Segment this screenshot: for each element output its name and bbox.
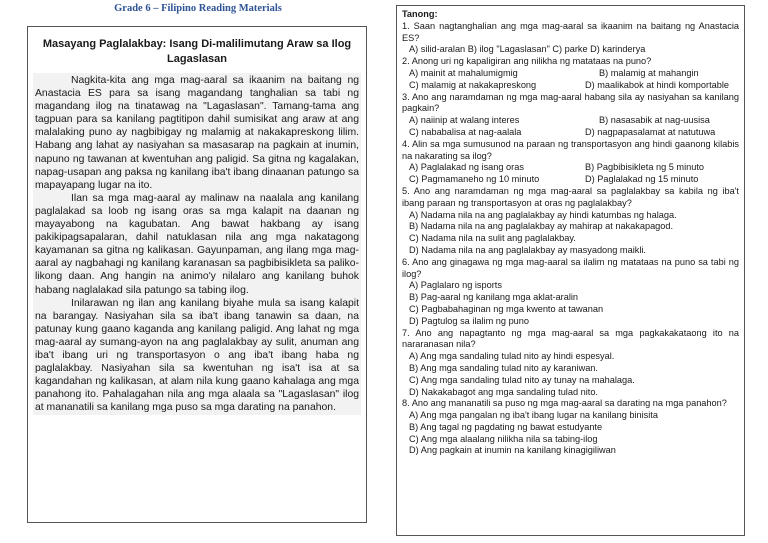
option-d: D) Nadama nila na ang paglalakbay ay masyadong maikli. (409, 244, 646, 255)
questions-box (396, 5, 745, 536)
questions-heading: Tanong: (402, 9, 438, 19)
question-2: 2. Anong uri ng kapaligiran ang nilikha ng matataas na puno? (402, 56, 652, 67)
option-b: B) Nadama nila na ang paglalakbay ay mahirap at nakakapagod. (409, 221, 674, 232)
question-3: 3. Ano ang naramdaman ng mga mag-aaral habang sila ay nasiyahan sa kanilang pagkain? (402, 91, 739, 114)
option-c: C) Ang mga alaalang nilikha nila sa tabing-ilog (409, 433, 598, 444)
option-a: A) Paglalaro ng isports (409, 280, 502, 291)
option-a: A) Ang mga pangalan ng iba't ibang lugar na kanilang binisita (409, 410, 658, 421)
question-4: 4. Alin sa mga sumusunod na paraan ng transportasyon ang hindi gaanong kilabis na nakarating sa ilog? (402, 138, 739, 161)
question-6: 6. Ano ang ginagawa ng mga mag-aaral sa ilalim ng matataas na puno sa tabi ng ilog? (402, 256, 739, 279)
option-c: C) malamig at nakakapreskong (409, 79, 537, 90)
question-7: 7. Ano ang napagtanto ng mga mag-aaral sa mga pagkakakataong ito na nararanasan nila? (402, 327, 739, 350)
option-a: A) Ang mga sandaling tulad nito ay hindi espesyal. (409, 351, 615, 362)
option-a: A) Paglalakad ng isang oras (409, 162, 524, 173)
option-d: D) Ang pagkain at inumin na kanilang kinagigiliwan (409, 445, 616, 456)
question-8: 8. Ano ang mananatili sa puso ng mga mag-aaral sa darating na mga panahon? (402, 398, 727, 409)
story-box (27, 26, 367, 523)
story-paragraph: Nagkita-kita ang mga mag-aaral sa ikaanim na baitang ng Anastacia ES para sa isang magandang tanghalian sa tabi ng magandang ilog na tinatawag na "Lagaslasan". Tamang-tama ang tagpuan para sa kanilang pagtitipon dahil sumisikat ang araw at ang malalaking puno ay nagbibigay ng malamig at nakakapreskong lilim. Habang ang lahat ay nasiyahan sa masasarap na pagkain at inumin, napuno ng tawanan at kwentuhan ang paligid. Sa gitna ng kagalakan, napag-usapan ang paksa ng kanilang iba't ibang dinaanan patungo sa mapayapang lugar na ito. (35, 75, 359, 191)
option-c: C) Pagbabahaginan ng mga kwento at tawanan (409, 303, 604, 314)
option-d: D) Paglalakad ng 15 minuto (585, 174, 699, 185)
option-c: C) nababalisa at nag-aalala (409, 126, 522, 137)
option-d: D) Pagtulog sa ilalim ng puno (409, 315, 530, 326)
option-c: C) Pagmamaneho ng 10 minuto (409, 174, 540, 185)
option-d: D) nagpapasalamat at natutuwa (585, 126, 716, 137)
option-d: D) Nakakabagot ang mga sandaling tulad nito. (409, 386, 598, 397)
question-3-options-row (402, 127, 739, 139)
question-3-options-row (402, 115, 739, 127)
question-1-options: A) silid-aralan B) ilog "Lagaslasan" C) parke D) karinderya (409, 44, 646, 55)
option-d: D) maalikabok at hindi komportable (585, 79, 730, 90)
option-c: C) Nadama nila na sulit ang paglalakbay. (409, 233, 576, 244)
document-header: Grade 6 – Filipino Reading Materials (114, 3, 282, 14)
question-2-options-row (402, 68, 739, 80)
option-b: B) Ang mga sandaling tulad nito ay karaniwan. (409, 362, 598, 373)
question-2-options-row (402, 80, 739, 92)
story-body (33, 73, 361, 415)
question-1: 1. Saan nagtanghalian ang mga mag-aaral sa ikaanim na baitang ng Anastacia ES? (402, 20, 739, 43)
option-a: A) mainit at mahalumigmig (409, 67, 518, 78)
option-c: C) Ang mga sandaling tulad nito ay tunay na mahalaga. (409, 374, 635, 385)
option-b: B) Ang tagal ng pagdating ng bawat estudyante (409, 421, 603, 432)
option-a: A) naiinip at walang interes (409, 115, 520, 126)
option-b: B) Pag-aaral ng kanilang mga aklat-aralin (409, 292, 579, 303)
option-b: B) nasasabik at nag-uusisa (599, 115, 710, 126)
story-title: Masayang Paglalakbay: Isang Di-malilimutang Araw sa Ilog Lagaslasan (42, 38, 352, 65)
option-b: B) Pagbibisikleta ng 5 minuto (585, 162, 704, 173)
question-5: 5. Ano ang naramdaman ng mga mag-aaral sa paglalakbay sa kabila ng iba't ibang paraan ng transportasyon at oras ng paglalakbay? (402, 185, 739, 208)
option-b: B) malamig at mahangin (599, 67, 699, 78)
story-paragraph: Inilarawan ng ilan ang kanilang biyahe mula sa isang kalapit na barangay. Nasiyahan sila sa iba't ibang tanawin sa daan, na patunay kung gaano kaganda ang kanilang paligid. Ang lahat ng mga mag-aaral ay sumang-ayon na ang paglalakbay ay sulit, anuman ang iba't ibang uri ng transportasyon o ang iba't ibang haba ng paglalakbay. Nasiyahan sila sa kwentuhan ng isa't isa at sa kagandahan ng kalikasan, at alam nila kung gaano kahalaga ang mga panahong ito. Pahalagahan nila ang mga alaala sa "Lagaslasan" ilog at mananatili sa kanilang mga puso sa mga darating na panahon. (35, 297, 359, 414)
option-a: A) Nadama nila na ang paglalakbay ay hindi katumbas ng halaga. (409, 209, 677, 220)
story-paragraph: Ilan sa mga mag-aaral ay malinaw na naalala ang kanilang paglalakad sa loob ng isang oras sa mga kalapit na daanan ng mayayabong na kagubatan. Ang bawat hakbang ay isang pakikipagsapalaran, dahil natuklasan nila ang mga nakatagong kayamanan sa gitna ng kalikasan. Gayunpaman, ang ilang mga mag-aaral ay nagbahagi ng kanilang karanasan sa pagbibisikleta sa paliko-likong daan. Ang hangin na animo'y nilalaro ang kanilang buhok habang naglalakad sila patungo sa tabing ilog. (35, 192, 359, 296)
question-4-options-row (402, 174, 739, 186)
question-4-options-row (402, 162, 739, 174)
